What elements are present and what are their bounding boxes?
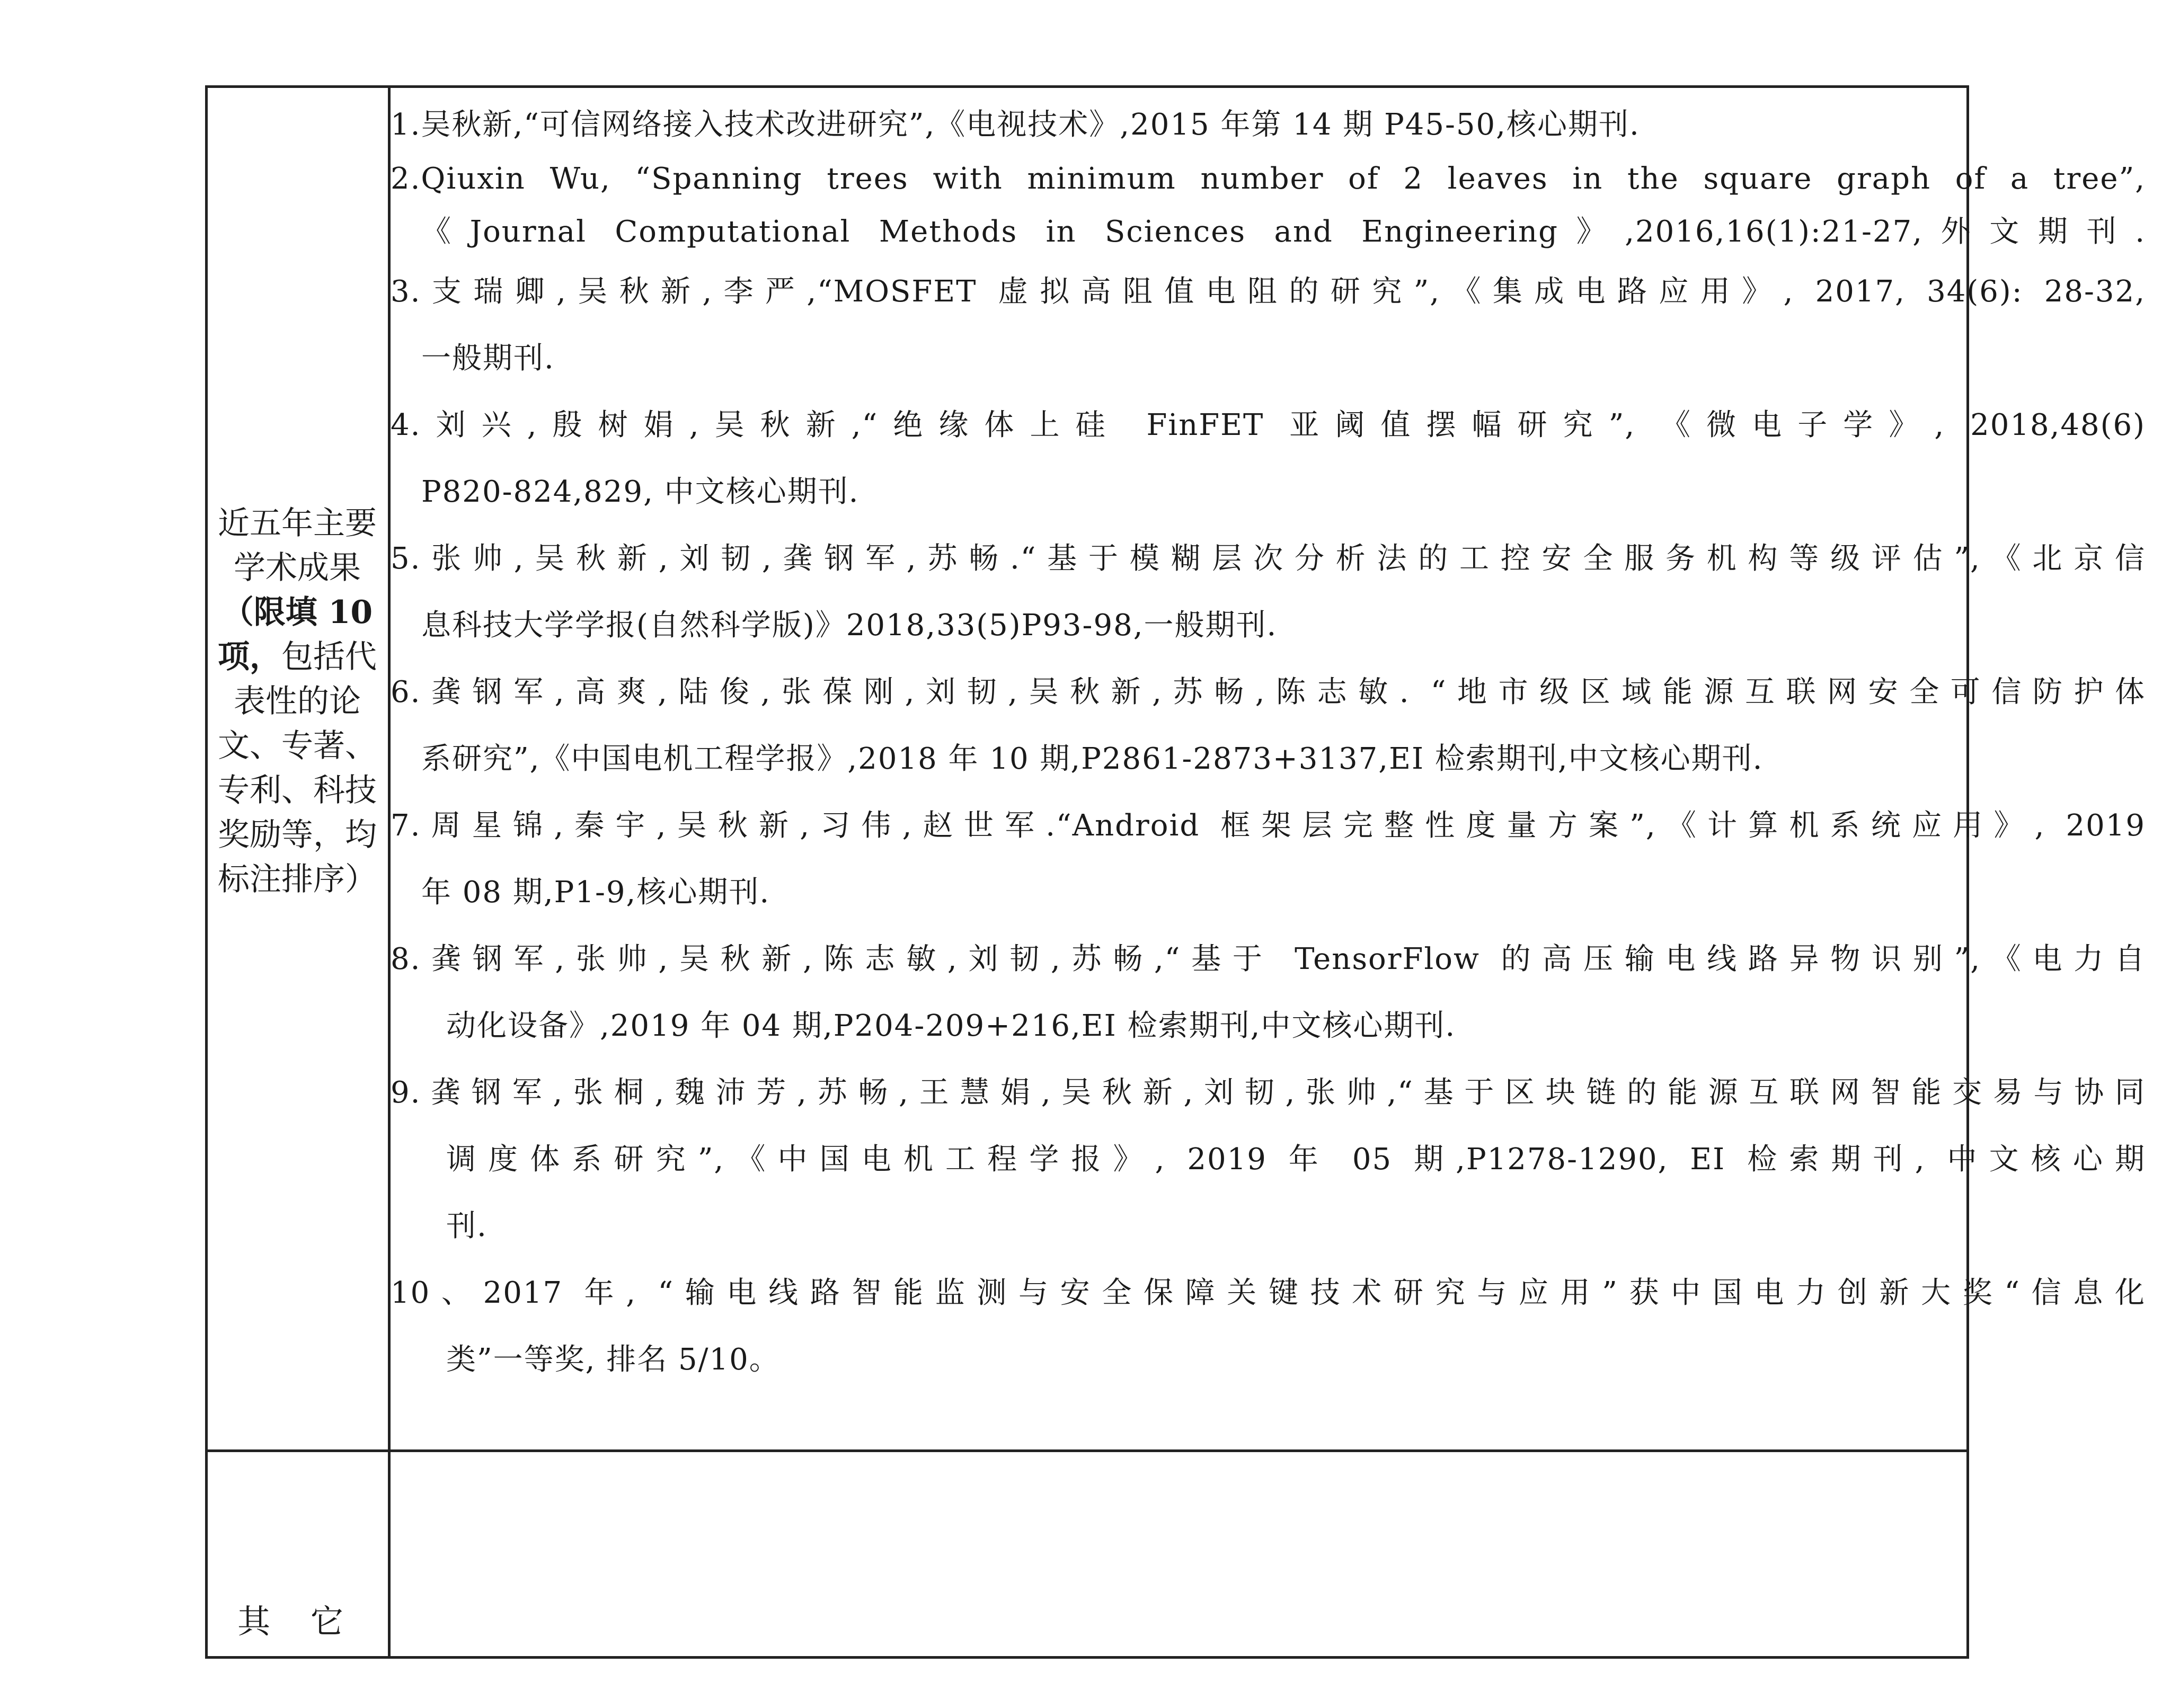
achievement-line: 息科技大学学报(自然科学版)》2018,33(5)P93-98,一般期刊. <box>421 608 1278 643</box>
other-label: 其 它 <box>237 1602 358 1641</box>
label-line: 奖励等，均 <box>218 816 377 853</box>
label-line: （限填 10 <box>221 594 373 631</box>
achievement-line: 系研究”,《中国电机工程学报》,2018 年 10 期,P2861-2873+3137,EI 检索期刊,中文核心期刊. <box>421 742 1764 776</box>
label-fragment: 包括代 <box>281 638 377 675</box>
achievement-item-8 <box>391 926 2150 1060</box>
label-line: 专利、科技 <box>218 772 377 809</box>
achievement-item-3 <box>391 259 2150 392</box>
achievement-line: P820-824,829, 中文核心期刊. <box>421 475 860 509</box>
achievement-item-10 <box>391 1260 2150 1393</box>
achievement-line: 动化设备》,2019 年 04 期,P204-209+216,EI 检索期刊,中文核心期刊. <box>446 1009 1456 1043</box>
label-line <box>210 635 385 679</box>
label-line: 标注排序） <box>218 861 377 898</box>
achievement-line: 9.龚钢军,张桐,魏沛芳,苏畅,王慧娟,吴秋新,刘韧,张帅,“基于区块链的能源互联网智能交易与协同 <box>391 1075 2146 1110</box>
label-bold-fragment: 项， <box>218 638 281 675</box>
achievement-line: 调度体系研究”,《中国电机工程学报》, 2019 年 05 期,P1278-1290, EI 检索期刊, 中文核心期 <box>446 1142 2146 1177</box>
achievements-form-table <box>205 85 2146 1659</box>
achievement-item-9 <box>391 1060 2150 1260</box>
achievement-line: 3.支瑞卿,吴秋新,李严,“MOSFET 虚拟高阻值电阻的研究”,《集成电路应用》, 2017, 34(6): 28-32, <box>391 274 2146 309</box>
achievement-line: 1.吴秋新,“可信网络接入技术改进研究”,《电视技术》,2015 年第 14 期 P45-50,核心期刊. <box>391 108 1640 142</box>
achievements-label <box>210 501 385 902</box>
label-line: 学术成果 <box>234 549 361 586</box>
achievement-item-1 <box>391 97 2150 153</box>
achievement-line: 8.龚钢军,张帅,吴秋新,陈志敏,刘韧,苏畅,“基于 TensorFlow 的高压输电线路异物识别”,《电力自 <box>391 942 2146 976</box>
achievement-item-7 <box>391 793 2150 926</box>
achievement-line: 6.龚钢军,高爽,陆俊,张葆刚,刘韧,吴秋新,苏畅,陈志敏. “地市级区域能源互联网安全可信防护体 <box>391 675 2146 709</box>
achievement-line: 4.刘兴,殷树娟,吴秋新,“绝缘体上硅 FinFET 亚阈值摆幅研究”, 《微电子学》, 2018,48(6) <box>391 408 2146 442</box>
achievement-item-5 <box>391 526 2150 659</box>
achievement-line: 类”一等奖, 排名 5/10。 <box>446 1342 780 1377</box>
other-label-cell <box>208 1452 391 1656</box>
achievement-line: 2.Qiuxin Wu, “Spanning trees with minimum number of 2 leaves in the square graph of a tree”, <box>391 162 2146 196</box>
label-line: 表性的论 <box>234 683 361 720</box>
achievement-item-2 <box>391 153 2150 259</box>
achievement-item-6 <box>391 659 2150 793</box>
achievements-label-cell <box>208 88 391 1452</box>
achievement-line: 年 08 期,P1-9,核心期刊. <box>421 875 770 910</box>
achievement-line: 刊. <box>446 1209 488 1243</box>
achievement-line: 一般期刊. <box>421 341 555 376</box>
achievement-line: 10、2017 年, “输电线路智能监测与安全保障关键技术研究与应用”获中国电力创新大奖“信息化 <box>391 1276 2146 1310</box>
label-line: 近五年主要 <box>218 505 377 542</box>
achievement-item-4 <box>391 392 2150 526</box>
achievement-line: 《Journal Computational Methods in Sciences and Engineering》,2016,16(1):21-27,外文期刊. <box>421 215 2146 249</box>
other-content-cell <box>391 1452 1966 1656</box>
label-line: 文、专著、 <box>218 727 377 764</box>
achievement-line: 5.张帅,吴秋新,刘韧,龚钢军,苏畅.“基于模糊层次分析法的工控安全服务机构等级评估”,《北京信 <box>391 541 2146 576</box>
achievements-list <box>391 97 2150 1393</box>
achievements-content-cell <box>391 88 2146 1452</box>
achievement-line: 7.周星锦,秦宇,吴秋新,习伟,赵世军.“Android 框架层完整性度量方案”,《计算机系统应用》, 2019 <box>391 808 2146 843</box>
